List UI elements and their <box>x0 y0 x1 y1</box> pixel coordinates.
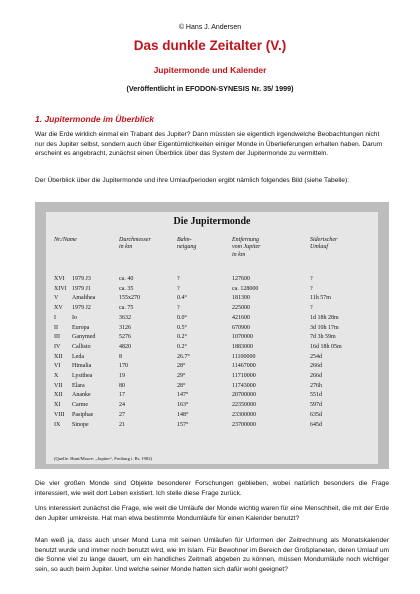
cell-name: Lysithea <box>72 373 93 379</box>
section-heading: 1. Jupitermonde im Überblick <box>35 114 155 124</box>
cell-nr: V <box>54 295 59 302</box>
cell-diameter: 155x270 <box>119 295 140 302</box>
overview-paragraph: Der Überblick über die Jupitermonde und ihre Umlaufperioden ergibt nämlich folgendes Bild (siehe Tabelle): <box>35 177 349 184</box>
cell-diameter: 80 <box>119 382 125 389</box>
cell-period: ? <box>310 305 313 312</box>
cell-period: 1d 18h 28m <box>310 314 339 321</box>
cell-name: Sinope <box>72 421 89 428</box>
cell-diameter: 17 <box>119 392 125 399</box>
cell-diameter: ca. 35 <box>119 285 134 292</box>
table-source: (Quelle: Hunt/Moore: „Jupiter“, Freiburg i. Br. 1982) <box>54 456 153 461</box>
cell-period: 254d <box>310 353 322 360</box>
table-figure <box>35 202 389 469</box>
cell-distance: 11100000 <box>232 353 256 360</box>
cell-inclination: 163° <box>177 402 189 409</box>
publication-note: (Veröffentlicht in EFODON-SYNESIS Nr. 35/ 1999) <box>126 84 294 93</box>
header-distance: Entfernung vom Jupiter in km <box>232 237 261 258</box>
cell-name: Amalthea <box>72 295 96 302</box>
cell-nr: I <box>54 314 56 321</box>
cell-name: Himalia <box>72 363 92 370</box>
cell-period: 551d <box>310 392 322 399</box>
cell-inclination: ? <box>177 305 180 312</box>
cell-inclination: 28° <box>177 382 186 389</box>
cell-nr: XIVI <box>54 285 67 292</box>
cell-inclination: 0.0° <box>177 314 187 321</box>
cell-period: 266d <box>310 373 322 379</box>
cell-inclination: ? <box>177 276 180 282</box>
cell-nr: VI <box>54 363 61 370</box>
cell-inclination: ? <box>177 285 180 292</box>
cell-period: 16d 18h 05m <box>310 343 342 350</box>
cell-nr: XVI <box>54 276 65 282</box>
cell-name: Carme <box>72 402 88 409</box>
cell-distance: 1883000 <box>232 343 253 350</box>
cell-inclination: 0.2° <box>177 343 187 350</box>
cell-inclination: 147° <box>177 392 189 399</box>
cell-name: Ananke <box>72 392 91 399</box>
header-period: Siderischer Umlauf <box>310 237 338 251</box>
cell-diameter: 170 <box>119 363 128 370</box>
moons-table <box>46 212 378 464</box>
cell-name: Pasiphae <box>72 411 94 418</box>
article-title: Das dunkle Zeitalter (V.) <box>133 38 287 53</box>
cell-distance: 11467000 <box>232 363 256 370</box>
cell-distance: 11710000 <box>232 373 256 379</box>
cell-nr: II <box>54 324 58 331</box>
cell-inclination: 26.7° <box>177 353 190 360</box>
cell-diameter: 3632 <box>119 314 131 321</box>
cell-diameter: 8 <box>119 353 122 360</box>
cell-name: Leda <box>72 353 84 360</box>
cell-distance: 22350000 <box>232 402 256 409</box>
cell-period: 635d <box>310 411 322 418</box>
cell-distance: 11743000 <box>232 382 256 389</box>
cell-nr: XV <box>54 305 63 312</box>
header-diameter: Durchmesser in km <box>119 237 151 251</box>
cell-period: 645d <box>310 421 322 428</box>
cell-distance: 421600 <box>232 314 250 321</box>
cell-distance: 1070000 <box>232 334 253 341</box>
cell-period: 276h <box>310 382 322 389</box>
cell-period: 266d <box>310 363 322 370</box>
cell-nr: XI <box>54 402 61 409</box>
cell-nr: X <box>54 373 59 379</box>
paragraph-luna-calendar: Man weiß ja, dass auch unser Mond Luna mit seinen Umläufen für Urformen der Zeitrechnung als Monatskalender benutzt wurde und immer noch benutzt wird, wie im Islam. Für Bewohner im Bereich der Großplaneten, deren Umlauf um die Sonne viel zu lange dauert, um ein handliches Zeitmaß abgeben zu können, müssen Mondumläufe noch wichtiger sein, so auch beim Jupiter. Und welche seiner Monde hatten sich dafür wohl geeignet? <box>35 537 389 573</box>
cell-nr: XII <box>54 353 63 360</box>
cell-name: 1979 J1 <box>72 285 91 292</box>
article-subtitle: Jupitermonde und Kalender <box>153 65 267 75</box>
cell-inclination: 0.5° <box>177 324 187 331</box>
cell-diameter: ca. 75 <box>119 305 134 312</box>
cell-nr: VIII <box>54 411 65 418</box>
cell-diameter: ca. 40 <box>119 276 134 282</box>
cell-distance: 670900 <box>232 324 250 331</box>
cell-nr: VII <box>54 382 63 389</box>
table-title: Die Jupitermonde <box>173 216 251 227</box>
cell-inclination: 29° <box>177 373 186 379</box>
cell-period: 597d <box>310 402 322 409</box>
cell-name: Elara <box>72 382 85 389</box>
cell-period: ? <box>310 285 313 292</box>
cell-distance: 20700000 <box>232 392 256 399</box>
cell-diameter: 21 <box>119 421 125 428</box>
cell-inclination: 157° <box>177 421 189 428</box>
cell-name: 1979 J3 <box>72 276 91 282</box>
cell-name: Callisto <box>72 343 91 350</box>
cell-name: 1979 J2 <box>72 305 91 312</box>
copyright-line: © Hans J. Andersen <box>178 24 242 31</box>
cell-distance: 23700000 <box>232 421 256 428</box>
paragraph-calendar-question: Uns interessiert zunächst die Frage, wie weit die Umläufe der Monde wichtig waren für eine Menschheit, die mit der Erde den Jupiter umkreiste. Hat man etwa bestimmte Mondumläufe für einen Kalender benutzt? <box>35 505 389 522</box>
cell-name: Europa <box>72 324 90 331</box>
cell-distance: 127600 <box>232 276 250 282</box>
cell-nr: IX <box>54 421 61 428</box>
cell-period: 11h 57m <box>310 295 331 302</box>
cell-diameter: 19 <box>119 373 125 379</box>
cell-diameter: 4820 <box>119 343 131 350</box>
cell-name: Io <box>72 314 77 321</box>
cell-period: ? <box>310 276 313 282</box>
cell-diameter: 5276 <box>119 334 131 341</box>
cell-inclination: 0.4° <box>177 295 187 302</box>
header-name: Nr./Name <box>54 237 77 243</box>
cell-nr: IV <box>54 343 61 350</box>
cell-diameter: 24 <box>119 402 125 409</box>
cell-diameter: 3126 <box>119 324 131 331</box>
cell-inclination: 148° <box>177 411 189 418</box>
cell-period: 7d 3h 59m <box>310 334 336 341</box>
cell-inclination: 0.2° <box>177 334 187 341</box>
cell-name: Ganymed <box>72 334 96 341</box>
cell-nr: XII <box>54 392 63 399</box>
paragraph-large-moons: Die vier großen Monde sind Objekte besonderer Forschungen geblieben, wobei natürlich besonders die Frage interessiert, wie weit dort Leben existiert. Ich stelle diese Frage zurück. <box>35 480 389 497</box>
cell-diameter: 27 <box>119 411 125 418</box>
cell-inclination: 28° <box>177 363 186 370</box>
cell-period: 3d 10h 17m <box>310 324 339 331</box>
intro-paragraph: War die Erde wirklich einmal ein Trabant des Jupiter? Dann müssten sie eigentlich irgendwelche Beobachtungen nicht nur des Jupiter selbst, sondern auch über Eigentümlichkeiten einiger Monde in Überlieferungen erhalten haben. Darum erscheint es angebracht, zunächst einen Überblick über das System der Jupitermonde zu vermitteln. <box>35 131 383 158</box>
cell-distance: 23300000 <box>232 411 256 418</box>
cell-distance: 225000 <box>232 305 250 312</box>
cell-distance: 181300 <box>232 295 250 302</box>
header-inclination: Bahn- neigung <box>177 237 197 251</box>
cell-nr: III <box>54 334 60 341</box>
cell-distance: ca. 128000 <box>232 285 259 292</box>
